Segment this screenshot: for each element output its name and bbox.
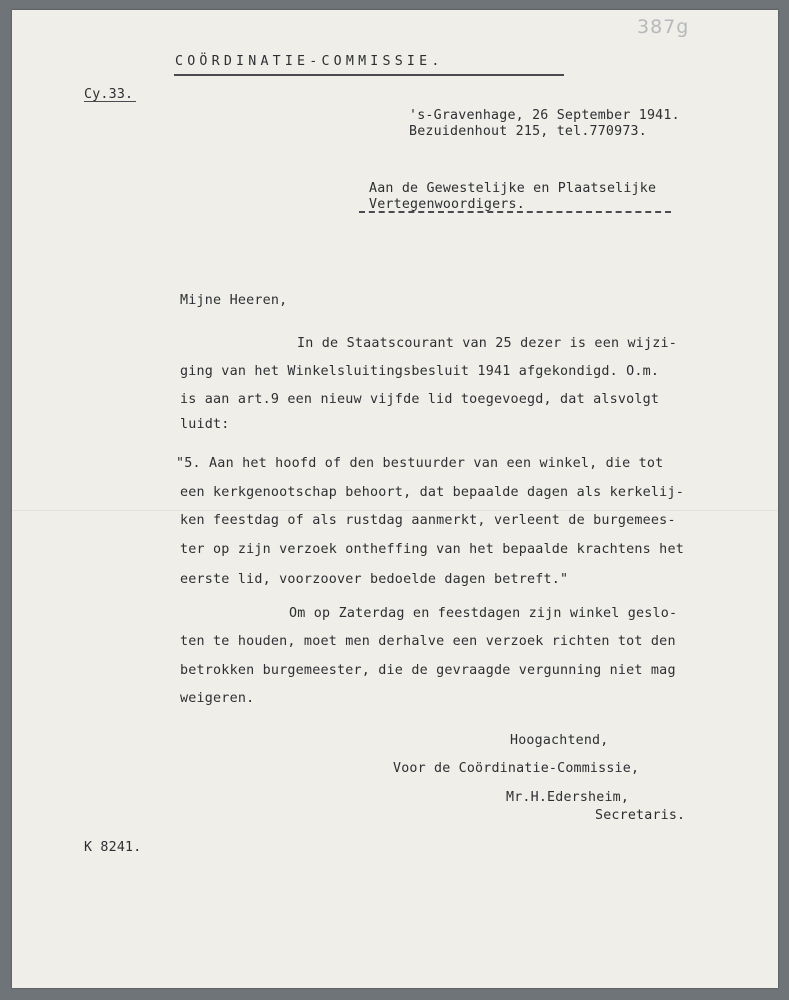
quote-line: eerste lid, voorzoover bedoelde dagen betreft." — [180, 572, 569, 587]
body-line: luidt: — [180, 417, 230, 432]
body-line: In de Staatscourant van 25 dezer is een wijzi- — [297, 336, 678, 351]
reference-code: Cy.33. — [84, 87, 134, 102]
signer-name: Mr.H.Edersheim, — [506, 790, 630, 805]
title-underline — [174, 74, 564, 76]
body-line: ten te houden, moet men derhalve een verzoek richten tot den — [180, 634, 676, 649]
salutation: Mijne Heeren, — [180, 293, 288, 308]
footer-code: K 8241. — [84, 840, 142, 855]
quote-line: "5. Aan het hoofd of den bestuurder van een winkel, die tot — [176, 456, 664, 471]
body-line: ging van het Winkelsluitingsbesluit 1941 afgekondigd. O.m. — [180, 364, 660, 379]
place-date: 's-Gravenhage, 26 September 1941. — [409, 108, 680, 123]
body-line: Om op Zaterdag en feestdagen zijn winkel geslo- — [289, 606, 678, 621]
quote-line: ter op zijn verzoek ontheffing van het bepaalde krachtens het — [180, 542, 684, 557]
body-line: is aan art.9 een nieuw vijfde lid toegevoegd, dat alsvolgt — [180, 392, 660, 407]
quote-line: een kerkgenootschap behoort, dat bepaalde dagen als kerkelij- — [180, 485, 684, 500]
signer-role: Secretaris. — [595, 808, 686, 823]
reference-underline — [84, 101, 136, 102]
recipient-line-1: Aan de Gewestelijke en Plaatselijke — [369, 181, 657, 196]
body-line: weigeren. — [180, 691, 255, 706]
letterhead-title: COÖRDINATIE-COMMISSIE. — [175, 54, 444, 69]
recipient-line-2: Vertegenwoordigers. — [369, 197, 525, 212]
pencil-archive-number: 387g — [637, 16, 690, 38]
recipient-dashed-rule — [359, 211, 671, 213]
closing-on-behalf: Voor de Coördinatie-Commissie, — [393, 761, 640, 776]
address: Bezuidenhout 215, tel.770973. — [409, 124, 647, 139]
body-line: betrokken burgemeester, die de gevraagde vergunning niet mag — [180, 663, 676, 678]
quote-line: ken feestdag of als rustdag aanmerkt, verleent de burgemees- — [180, 513, 676, 528]
closing-greeting: Hoogachtend, — [510, 733, 609, 748]
